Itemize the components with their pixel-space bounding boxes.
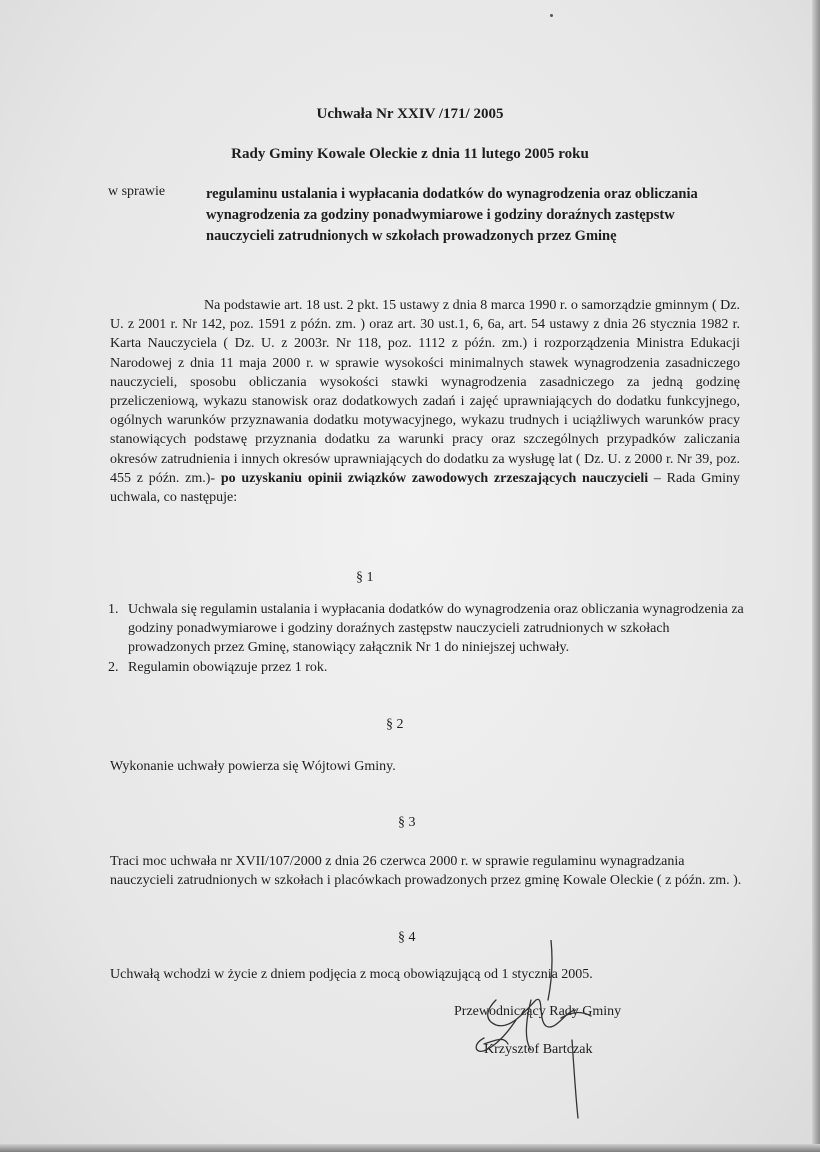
subject-label: w sprawie [108,184,166,199]
preamble-end: – Rada Gminy uchwala, co następuje: [110,470,741,506]
list-item-text: Regulamin obowiązuje przez 1 rok. [128,659,328,675]
signatory-title: Przewodniczący Rady Gminy [454,1004,622,1019]
list-item-text: Uchwala się regulamin ustalania i wypłacania dodatków do wynagrodzenia oraz obliczania wynagrodzenia za godziny ponadwymiarowe i godziny doraźnych zastępstw nauczycieli zatrudnionych w szkołach prowadzonych przez Gminę, stanowiący załącznik Nr 1 do niniejszej uchwały. [128,602,744,656]
preamble-paragraph [110,296,740,507]
list-item [108,600,748,658]
section-2-text: Wykonanie uchwały powierza się Wójtowi Gminy. [110,759,396,774]
section-1-mark: § 1 [356,570,374,585]
list-item-number: 2. [108,659,119,675]
scan-speck [550,14,553,17]
scan-edge-right [812,0,820,1152]
preamble-bold: po uzyskaniu opinii związków zawodowych zrzeszających nauczycieli [220,470,649,486]
handwritten-signature [456,940,626,1120]
signatory-name: Krzysztof Bartczak [484,1042,593,1057]
document-subtitle: Rady Gminy Kowale Oleckie z dnia 11 lutego 2005 roku [231,146,589,162]
document-title: Uchwała Nr XXIV /171/ 2005 [316,106,504,122]
list-item [108,658,748,677]
section-1-list [108,600,748,677]
section-3-text: Traci moc uchwała nr XVII/107/2000 z dnia 26 czerwca 2000 r. w sprawie regulaminu wynagradzania nauczycieli zatrudnionych w szkołach i placówkach prowadzonych przez gminę Kowale Oleckie ( z późn. zm. ). [110,854,742,889]
preamble-text: Na podstawie art. 18 ust. 2 pkt. 15 ustawy z dnia 8 marca 1990 r. o samorządzie gminnym ( Dz. U. z 2001 r. Nr 142, poz. 1591 z późn. zm. ) oraz art. 30 ust.1, 6, 6a, art. 54 ustawy z dnia 26 stycznia 1982 r. Karta Nauczyciela ( Dz. U. z 2003r. Nr 118, poz. 1112 z późn. zm.) i rozporządzenia Ministra Edukacji Narodowej z dnia 11 maja 2000 r. w sprawie wysokości minimalnych stawek wynagrodzenia zasadniczego nauczycieli, sposobu obliczania wysokości stawki wynagrodzenia zasadniczego za jedną godzinę przeliczeniową, wykazu stanowisk oraz dodatkowych zadań i zajęć uprawniających do dodatku funkcyjnego, ogólnych warunków przyznawania dodatku motywacyjnego, wykazu trudnych i uciążliwych warunków pracy stanowiących podstawę przyznania dodatku za warunki pracy oraz szczególnych przypadków zaliczania okresów zatrudnienia i innych okresów uprawniających do dodatku za wysługę lat ( Dz. U. z 2000 r. Nr 39, poz. 455 z późn. zm.)- [110,298,740,486]
section-4-mark: § 4 [398,930,416,945]
list-item-number: 1. [108,602,119,617]
section-4-text: Uchwałą wchodzi w życie z dniem podjęcia z mocą obowiązującą od 1 stycznia 2005. [110,967,593,982]
scan-edge-bottom [0,1144,820,1152]
section-3-mark: § 3 [398,815,416,830]
section-2-mark: § 2 [386,717,404,732]
subject-text: regulaminu ustalania i wypłacania dodatków do wynagrodzenia oraz obliczania wynagrodzenia za godziny ponadwymiarowe i godziny doraźnych zastępstw nauczycieli zatrudnionych w szkołach prowadzonych przez Gminę [206,186,698,244]
